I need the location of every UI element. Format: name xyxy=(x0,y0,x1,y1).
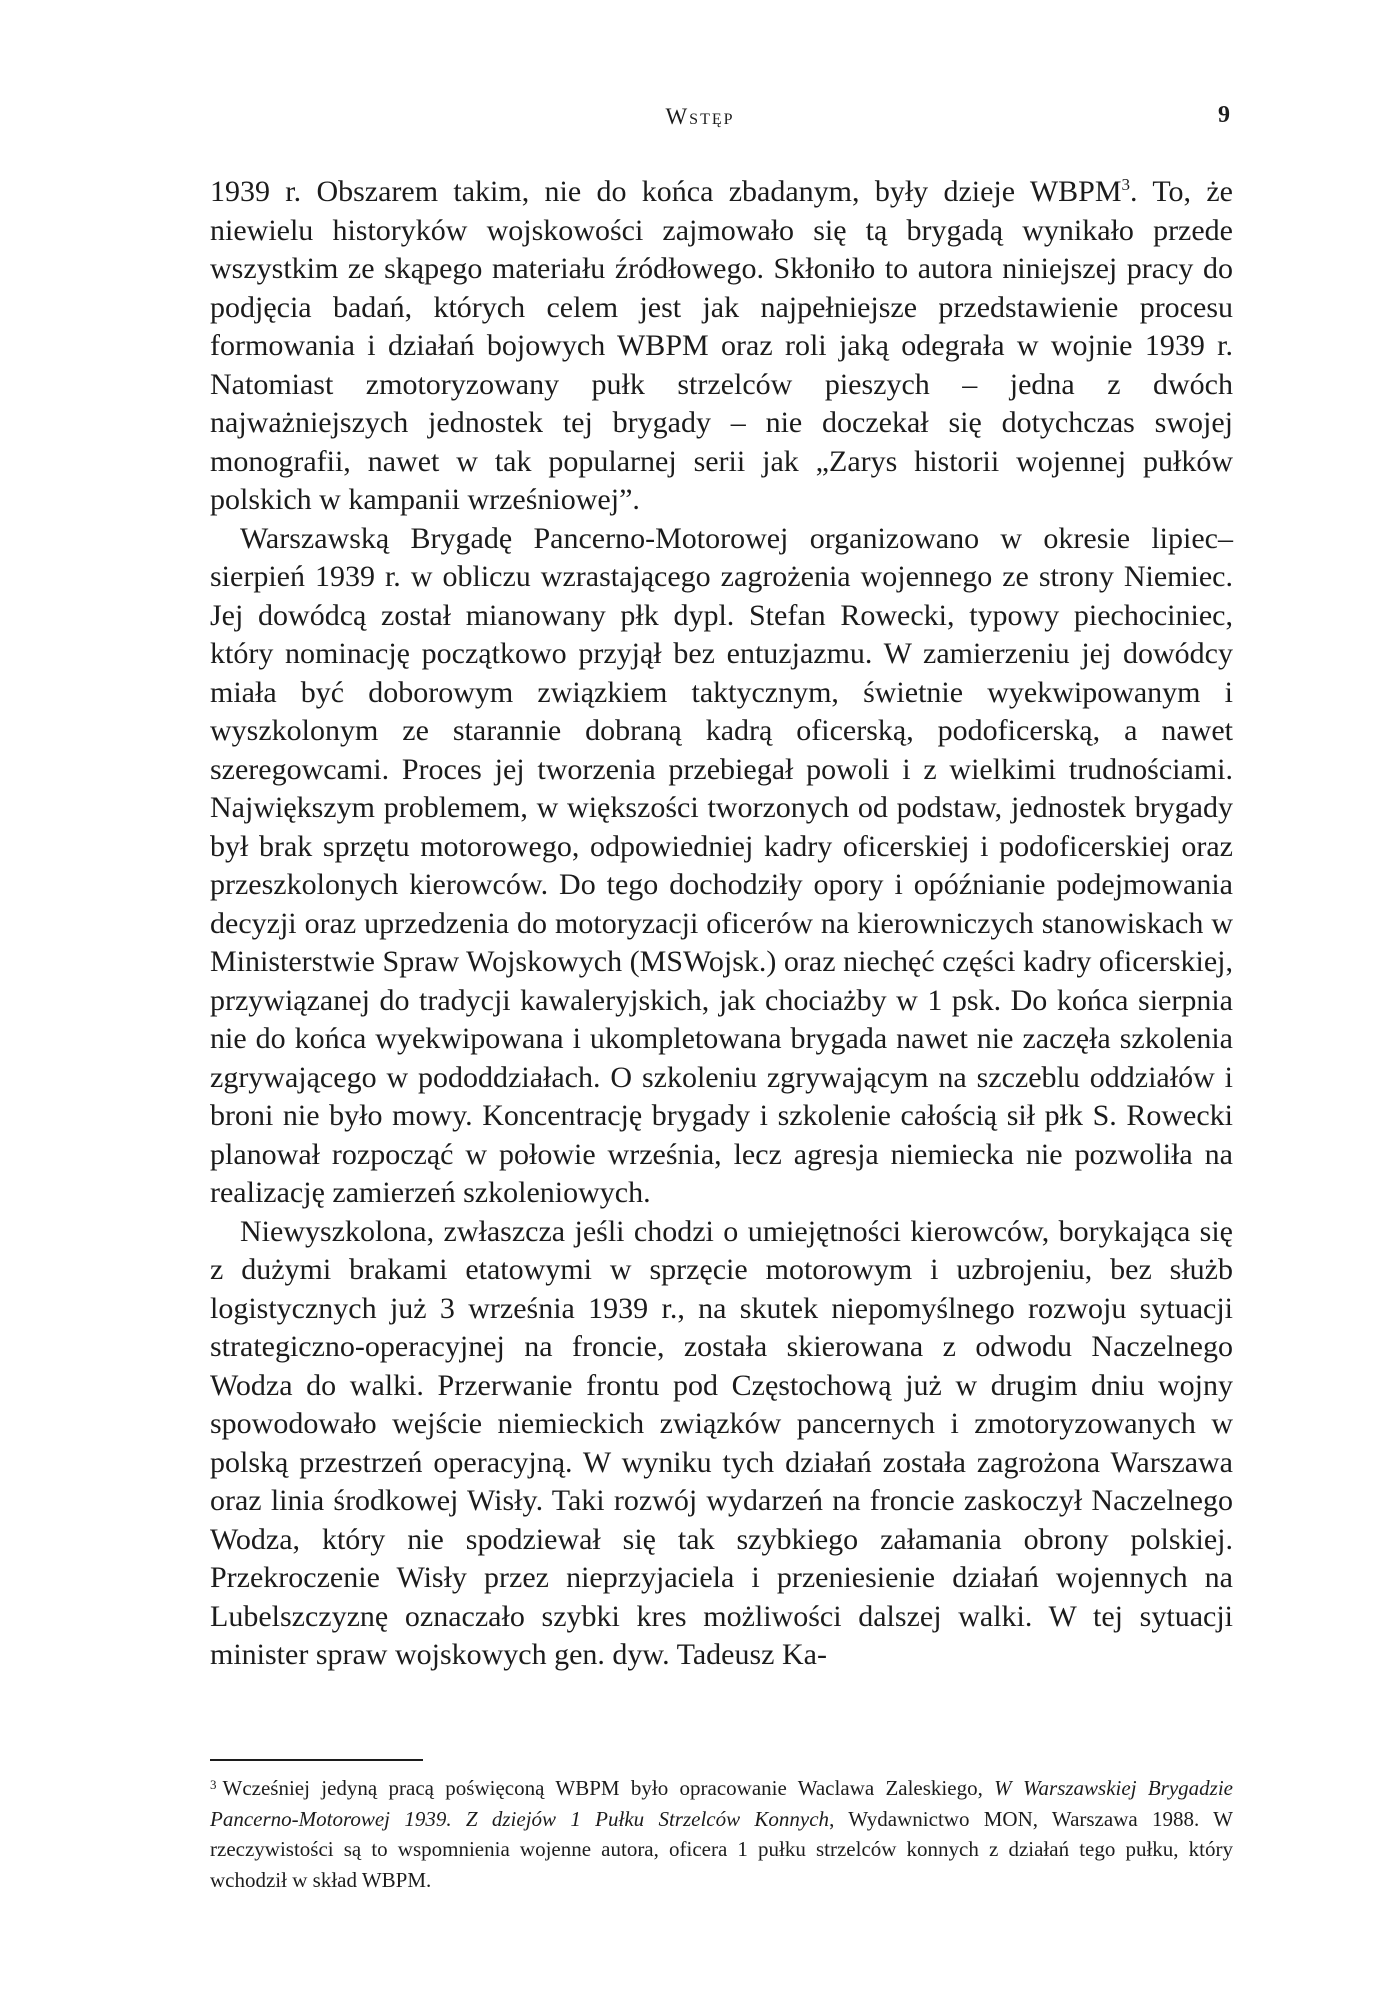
paragraph xyxy=(210,173,1233,520)
footnote-text: , Wydawnictwo MON, Warszawa 1988. W rzeczywistości są to wspomnienia wojenne autora, oficera 1 pułku strzelców konnych z działań tego pułku, który wchodził w skład WBPM. xyxy=(210,1806,1233,1892)
footnote-reference: 3 xyxy=(1121,175,1131,194)
footnote-cited-title: W Warszawskiej Brygadzie Pancerno-Motorowej 1939. Z dziejów 1 Pułku Strzelców Konnych xyxy=(210,1776,1233,1831)
page-number: 9 xyxy=(1218,102,1230,128)
footnote-text: Wcześniej jedyną pracą poświęconą WBPM było opracowanie Waclawa Zaleskiego, xyxy=(222,1776,995,1800)
running-header: Wstęp xyxy=(665,104,735,129)
footnotes xyxy=(210,1773,1233,1895)
body-text xyxy=(210,173,1233,1675)
paragraph-text: . To, że niewielu historyków wojskowości zajmowało się tą brygadą wynikało przede wszystkim ze skąpego materiału źródłowego. Skłoniło to autora niniejszej pracy do podjęcia badań, których celem jest jak najpełniejsze przedstawienie procesu formowania i działań bojowych WBPM oraz roli jaką odegrała w wojnie 1939 r. Natomiast zmotoryzowany pułk strzelców pieszych – jedna z dwóch najważniejszych jednostek tej brygady – nie doczekał się dotychczas swojej monografii, nawet w tak popularnej serii jak „Zarys historii wojennej pułków polskich w kampanii wrześniowej”. xyxy=(210,175,1233,516)
paragraph: Niewyszkolona, zwłaszcza jeśli chodzi o umiejętności kierowców, borykająca się z dużymi brakami etatowymi w sprzęcie motorowym i uzbrojeniu, bez służb logistycznych już 3 września 1939 r., na skutek niepomyślnego rozwoju sytuacji strategiczno-operacyjnej na froncie, została skierowana z odwodu Naczelnego Wodza do walki. Przerwanie frontu pod Częstochową już w drugim dniu wojny spowodowało wejście niemieckich związków pancernych i zmotoryzowanych w polską przestrzeń operacyjną. W wyniku tych działań została zagrożona Warszawa oraz linia środkowej Wisły. Taki rozwój wydarzeń na froncie zaskoczył Naczelnego Wodza, który nie spodziewał się tak szybkiego załamania obrony polskiej. Przekroczenie Wisły przez nieprzyjaciela i przeniesienie działań wojennych na Lubelszczyznę oznaczało szybki kres możliwości dalszej walki. W tej sytuacji minister spraw wojskowych gen. dyw. Tadeusz Ka- xyxy=(210,1214,1233,1671)
footnote-divider xyxy=(210,1759,423,1761)
paragraph: Warszawską Brygadę Pancerno-Motorowej organizowano w okresie lipiec–sierpień 1939 r. w obliczu wzrastającego zagrożenia wojennego ze strony Niemiec. Jej dowódcą został mianowany płk dypl. Stefan Rowecki, typowy piechociniec, który nominację początkowo przyjął bez entuzjazmu. W zamierzeniu jej dowódcy miała być doborowym związkiem taktycznym, świetnie wyekwipowanym i wyszkolonym ze starannie dobraną kadrą oficerską, podoficerską, a nawet szeregowcami. Proces jej tworzenia przebiegał powoli i z wielkimi trudnościami. Największym problemem, w większości tworzonych od podstaw, jednostek brygady był brak sprzętu motorowego, odpowiedniej kadry oficerskiej i podoficerskiej oraz przeszkolonych kierowców. Do tego dochodziły opory i opóźnianie podejmowania decyzji oraz uprzedzenia do motoryzacji oficerów na kierowniczych stanowiskach w Ministerstwie Spraw Wojskowych (MSWojsk.) oraz niechęć części kadry oficerskiej, przywiązanej do tradycji kawaleryjskich, jak chociażby w 1 psk. Do końca sierpnia nie do końca wyekwipowana i ukompletowana brygada nawet nie zaczęła szkolenia zgrywającego w pododdziałach. O szkoleniu zgrywającym na szczeblu oddziałów i broni nie było mowy. Koncentrację brygady i szkolenie całością sił płk S. Rowecki planował rozpocząć w połowie września, lecz agresja niemiecka nie pozwoliła na realizację zamierzeń szkoleniowych. xyxy=(210,521,1233,1209)
footnote xyxy=(210,1773,1233,1895)
paragraph-text: 1939 r. Obszarem takim, nie do końca zbadanym, były dzieje WBPM xyxy=(210,175,1122,208)
footnote-number: 3 xyxy=(210,1777,217,1792)
